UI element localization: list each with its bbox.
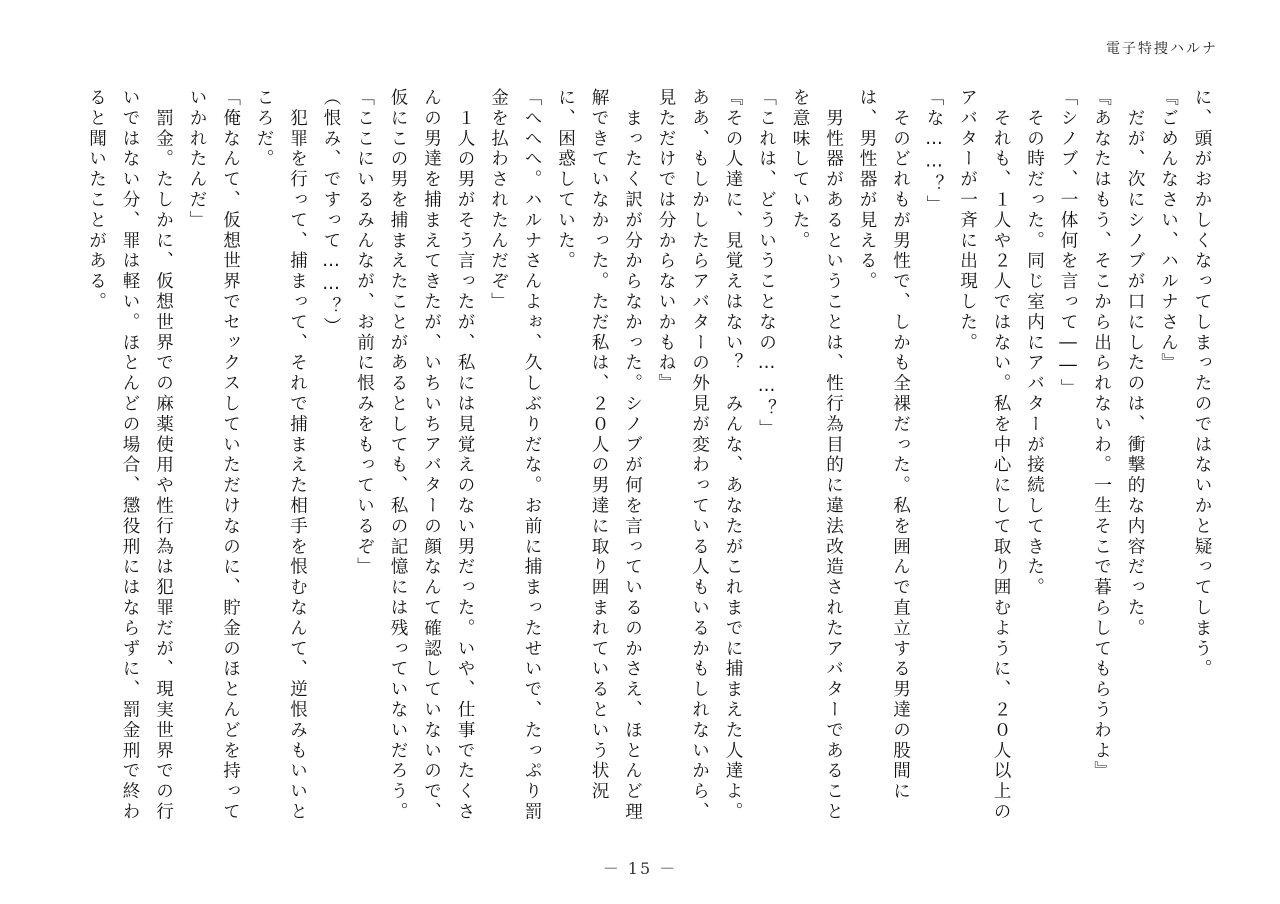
paragraph: （恨み、ですって……？） [321,88,341,338]
paragraph: 『あなたはもう、そこから出られないわ。一生そこで暮らしてもらうわよ』 [1091,88,1112,782]
paragraph: まったく訳が分からなかった。シノブが何を言っているのかさえ、ほとんど理解できていなかった。ただ私は、２０人の男達に取り囲まれているという状況に、困惑していた。 [555,88,643,823]
vertical-text-body [78,88,1218,833]
paragraph: それも、１人や２人ではない。私を中心にして取り囲むように、２０人以上のアバターが一斉に出現した。 [957,88,1011,823]
paragraph: 「これは、どういうことなの……？」 [756,88,777,440]
running-header-title: 電子特捜ハルナ [1106,41,1218,57]
paragraph: そのどれもが男性で、しかも全裸だった。私を囲んで直立する男達の股間には、男性器が見える。 [857,88,911,802]
paragraph: 『その人達に、見覚えはない？ みんな、あなたがこれまでに捕まえた人達よ。ああ、もしかしたらアバターの外見が変わっている人もいるかもしれないから、見ただけでは分からないかもね』 [656,88,743,823]
paragraph: 「へへへ。ハルナさんよぉ、久しぶりだな。お前に捕まったせいで、たっぷり罰金を払わされたんだぞ」 [488,88,542,823]
paragraph: １人の男がそう言ったが、私には見覚えのない男だった。いや、仕事でたくさんの男達を捕まえてきたが、いちいちアバターの顔なんて確認していないので、仮にこの男を捕まえたことがあるとしても、私の記憶には残っていないだろう。 [388,88,475,823]
page-number: － 15 － [602,859,678,878]
paragraph: だが、次にシノブが口にしたのは、衝撃的な内容だった。 [1125,88,1145,639]
paragraph: 「ここにいるみんなが、お前に恨みをもっているぞ」 [354,88,375,578]
paragraph: 犯罪を行って、捕まって、それで捕まえた相手を恨むなんて、逆恨みもいいところだ。 [254,88,308,823]
paragraph: 罰金。たしかに、仮想世界での麻薬使用や性行為は犯罪だが、現実世界での行いではない分、罪は軽い。ほとんどの場合、懲役刑にはならずに、罰金刑で終わると聞いたことがある。 [86,88,174,823]
paragraph: 「俺なんて、仮想世界でセックスしていただけなのに、貯金のほとんどを持っていかれたんだ」 [187,88,241,823]
paragraph: その時だった。同じ室内にアバターが接続してきた。 [1024,88,1045,598]
paragraph: 男性器があるということは、性行為目的に違法改造されたアバターであることを意味していた。 [790,88,844,823]
paragraph: 『ごめんなさい、ハルナさん』 [1158,88,1179,374]
paragraph: 「シノブ、一体何を言って――」 [1058,88,1078,399]
paragraph: に、頭がおかしくなってしまったのではないかと疑ってしまう。 [1192,88,1212,680]
paragraph: 「な……？」 [924,88,944,216]
